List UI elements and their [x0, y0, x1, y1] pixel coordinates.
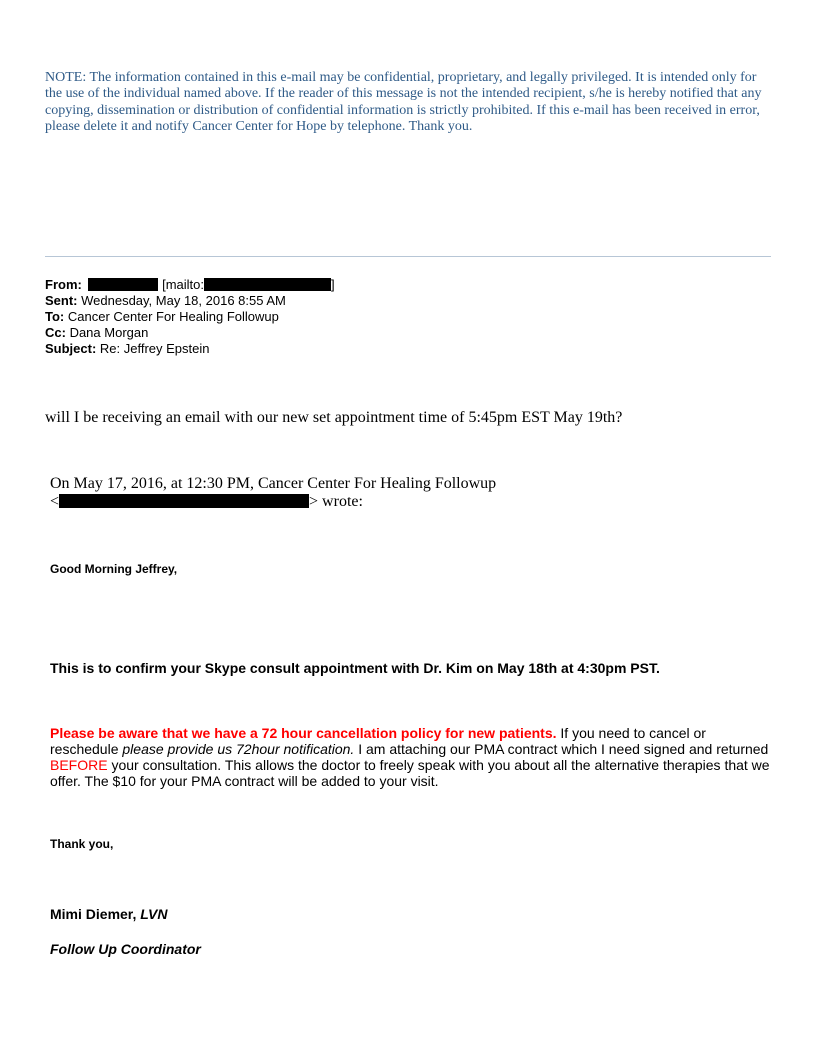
quoted-header-line2: [50, 493, 496, 511]
to-line: [45, 309, 335, 325]
to-label: To:: [45, 309, 65, 324]
policy-warning: Please be aware that we have a 72 hour cancellation policy for new patients.: [50, 725, 557, 741]
subject-value: Re: Jeffrey Epstein: [96, 341, 210, 356]
from-label: From:: [45, 277, 82, 292]
signature-credential: LVN: [140, 906, 168, 922]
cc-line: [45, 325, 335, 341]
quote-wrote: > wrote:: [309, 493, 363, 510]
greeting: Good Morning Jeffrey,: [50, 562, 178, 576]
sent-label: Sent:: [45, 293, 78, 308]
signature-title: Follow Up Coordinator: [50, 941, 201, 957]
signature-name: [50, 906, 168, 922]
quoted-header: [50, 475, 496, 511]
policy-text-3: your consultation. This allows the doctor to freely speak with you about all the alternative therapies that we offer. The $10 for your PMA contract will be added to your visit.: [50, 757, 770, 789]
policy-text-2: I am attaching our PMA contract which I need signed and returned: [354, 741, 769, 757]
quote-bracket-open: <: [50, 493, 60, 510]
closing: Thank you,: [50, 837, 114, 851]
sent-line: [45, 293, 335, 309]
sent-value: Wednesday, May 18, 2016 8:55 AM: [77, 293, 286, 308]
mailto-close: ]: [330, 277, 335, 292]
confidentiality-notice: NOTE: The information contained in this e-mail may be confidential, proprietary, and legally privileged. It is intended only for the use of the individual named above. If the reader of this message is not the intended recipient, s/he is hereby notified that any copying, dissemination or distribution of confidential information is strictly prohibited. If this e-mail has been received in error, please delete it and notify Cancer Center for Hope by telephone. Thank you.: [45, 70, 762, 135]
redacted-quoted-email: [59, 494, 309, 508]
reply-text: will I be receiving an email with our new set appointment time of 5:45pm EST May 19th?: [45, 409, 623, 426]
quoted-header-line1: On May 17, 2016, at 12:30 PM, Cancer Center For Healing Followup: [50, 475, 497, 492]
cc-value: Dana Morgan: [65, 325, 149, 340]
mailto-open: [mailto:: [158, 277, 204, 292]
from-line: [45, 277, 335, 293]
signature-name-text: Mimi Diemer,: [50, 906, 141, 922]
redacted-sender-name: [88, 278, 158, 291]
subject-line: [45, 341, 335, 357]
subject-label: Subject:: [45, 341, 97, 356]
email-header: [45, 277, 335, 357]
to-value: Cancer Center For Healing Followup: [64, 309, 279, 324]
cancellation-policy: [50, 725, 775, 789]
divider: [45, 256, 771, 257]
policy-before: BEFORE: [50, 757, 108, 773]
redacted-sender-email: [204, 278, 331, 291]
cc-label: Cc:: [45, 325, 66, 340]
policy-notice-italic: please provide us 72hour notification.: [122, 741, 355, 757]
policy-text-1: If you need to cancel or reschedule: [50, 725, 706, 757]
confirmation-text: This is to confirm your Skype consult appointment with Dr. Kim on May 18th at 4:30pm PST.: [50, 660, 660, 676]
